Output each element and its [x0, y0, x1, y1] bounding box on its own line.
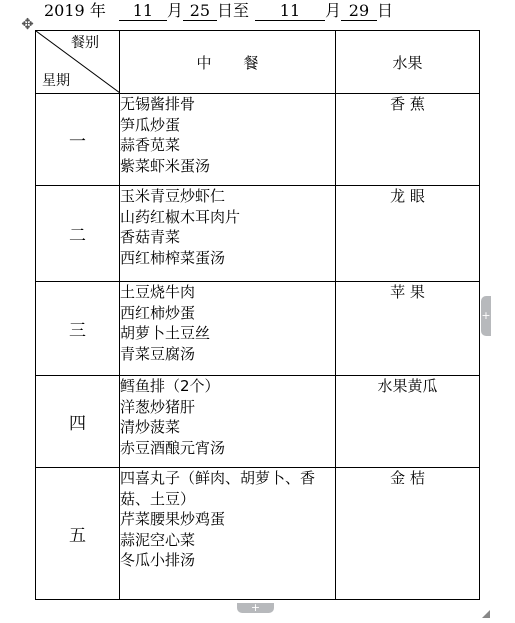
menu-table: [35, 30, 480, 600]
add-row-button[interactable]: [237, 603, 274, 613]
month-suffix-2: 月: [324, 1, 341, 20]
dish: 蒜泥空心菜: [120, 530, 196, 549]
table-row: [36, 468, 480, 600]
table-row: [36, 376, 480, 468]
dish: 无锡酱排骨: [120, 95, 196, 113]
dish: 香菇青菜: [120, 228, 181, 246]
day-cell[interactable]: 五: [36, 468, 120, 600]
from-month: 11: [119, 1, 167, 21]
dish: 菇、土豆）: [120, 489, 196, 508]
dishes-cell[interactable]: [120, 186, 336, 282]
corner-bottom-label: 星期: [42, 73, 70, 89]
dish: 笋瓜炒蛋: [120, 115, 181, 134]
fruit-cell[interactable]: 龙 眼: [336, 186, 480, 282]
dish: 鳕鱼排（2个）: [120, 377, 220, 395]
dishes-cell[interactable]: [120, 282, 336, 376]
table-row: [36, 186, 480, 282]
fruit-cell[interactable]: 金 桔: [336, 468, 480, 600]
table-row: [36, 94, 480, 186]
dish: 西红柿榨菜蛋汤: [120, 248, 226, 267]
day-cell[interactable]: 二: [36, 186, 120, 282]
move-icon[interactable]: ✥: [21, 15, 34, 33]
year-text: 2019: [44, 1, 85, 20]
plus-icon: +: [250, 601, 261, 614]
day-suffix: 日: [376, 1, 393, 20]
day-cell[interactable]: 一: [36, 94, 120, 186]
dish: 芹菜腰果炒鸡蛋: [120, 510, 226, 528]
dish: 胡萝卜土豆丝: [120, 324, 211, 342]
dish: 玉米青豆炒虾仁: [120, 187, 226, 205]
header-row: [36, 31, 480, 94]
dish: 四喜丸子（鲜肉、胡萝卜、香: [120, 469, 316, 487]
from-day: 25: [183, 1, 217, 21]
dish: 清炒菠菜: [120, 418, 181, 436]
dish: 西红柿炒蛋: [120, 303, 196, 322]
dish: 赤豆酒酿元宵汤: [120, 438, 226, 457]
to-day: 29: [341, 1, 377, 21]
fruit-cell[interactable]: 水果黄瓜: [336, 376, 480, 468]
dishes-cell[interactable]: [120, 376, 336, 468]
lunch-header[interactable]: 中餐: [120, 31, 336, 94]
year-suffix: 年: [89, 1, 106, 20]
dish: 紫菜虾米蛋汤: [120, 156, 211, 175]
dishes-cell[interactable]: [120, 94, 336, 186]
dish: 土豆烧牛肉: [120, 283, 196, 301]
fruit-cell[interactable]: 苹 果: [336, 282, 480, 376]
mid-text: 日至: [216, 1, 249, 20]
dishes-cell[interactable]: [120, 468, 336, 600]
day-cell[interactable]: 四: [36, 376, 120, 468]
month-suffix-1: 月: [166, 1, 183, 20]
dish: 蒜香苋菜: [120, 136, 181, 154]
table-row: [36, 282, 480, 376]
resize-corner-icon[interactable]: [482, 603, 490, 611]
fruit-cell[interactable]: 香 蕉: [336, 94, 480, 186]
corner-top-label: 餐别: [71, 35, 99, 51]
add-column-button[interactable]: [481, 296, 491, 336]
day-cell[interactable]: 三: [36, 282, 120, 376]
date-range-line: [44, 1, 393, 23]
dish: 冬瓜小排汤: [120, 551, 196, 569]
to-month: 11: [255, 1, 325, 21]
plus-icon: +: [481, 309, 491, 322]
corner-cell[interactable]: [36, 31, 120, 94]
dish: 洋葱炒猪肝: [120, 397, 196, 416]
dish: 青菜豆腐汤: [120, 344, 196, 363]
fruit-header[interactable]: 水果: [336, 31, 480, 94]
dish: 山药红椒木耳肉片: [120, 207, 241, 226]
